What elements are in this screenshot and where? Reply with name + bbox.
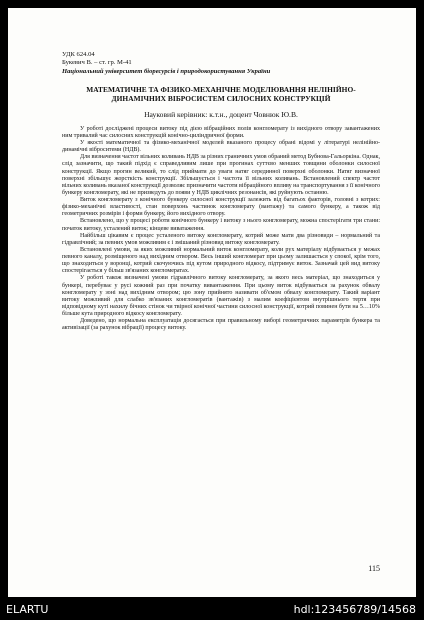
paragraph: Доведено, що нормальна експлуатація досягається при правильному виборі геометричних параметрів бункера та активізації (за рахунок вібрації) процесу витоку. [62, 318, 380, 332]
repository-footer [0, 600, 424, 620]
content-area [62, 51, 380, 332]
paragraph: У роботі також визначені умови гідравлічного витоку конгломерату, за якого весь матеріал, що знаходиться у бункері, перебуває у русі кожний раз при початку вивантаження. При цьому виток відбувається за рахунок обвалу конгломерату у зоні над вихідним отвором; цю зону прийнято називати об'ємом обвалу конгломерату. Такий варіант витоку можливий для слабко зв'язаних конгломератів (вантажів) з малим коефіцієнтом внутрішнього тертя при відповідному куті нахилу бічних стінок чи твірної конічної частини силосної конструкції, котрий повинен бути на 5…10% більше кута природного відкосу конгломерату. [62, 275, 380, 318]
handle-id: hdl:123456789/14568 [293, 603, 416, 616]
paragraph: У якості математичної та фізико-механічної моделей вказаного процесу обрані відомі у літературі нелінійно-динамічні віброситеми (НДВ). [62, 140, 380, 154]
paragraph: У роботі досліджені процеси витоку під дією вібраційних полів конгломерату із вихідного отвору завантажених ним тривалий час силосних конструкцій конічно-циліндричної форми. [62, 125, 380, 139]
udc-code: УДК 624.04 [62, 51, 95, 58]
affiliation: Національний університет біоресурсів і природокористування України [62, 67, 271, 75]
author-line: Букевич В. – ст. гр. М-41 [62, 59, 132, 67]
document-page [8, 8, 416, 597]
header-block [62, 51, 380, 76]
supervisor-line: Науковий керівник: к.т.н., доцент Човнюк Ю.В. [144, 109, 298, 119]
repository-name: ELARTU [6, 603, 49, 616]
page-number: 115 [368, 564, 380, 573]
paragraph: Встановлені умови, за яких можливий нормальний виток конгломерату, коли рух матеріалу відбувається у межах певного каналу, розміщеного над вихідним отвором. Весь інший конгломерат при цьому залишається у спокої, крім того, що знаходиться у воронці, котрий скочуючись під кутом природного відкосу, підтримує виток. Зазначай цей вид витоку спостерігається у більш зв'язаних конгломератах. [62, 246, 380, 275]
paper-title: МАТЕМАТИЧНЕ ТА ФІЗИКО-МЕХАНІЧНЕ МОДЕЛЮВАННЯ НЕЛІНІЙНО-ДИНАМІЧНИХ ВІБРОСИСТЕМ СИЛОСНИХ КОНСТРУКЦІЙ [86, 85, 356, 103]
paragraph: Виток конгломерату з конічного бункеру силосної конструкції залежить від багатьох факторів, головні з котрих: фізико-механічні властивості, стан поверхонь частинок конгломерату (вантажу) та самого бункеру, а також від геометричних розмірів і форми бункеру, його вихідного отвору. [62, 197, 380, 218]
paragraph: Найбільш цікавим є процес усталеного витоку конгломерату, котрий може мати два різновиди – нормальний та гідравлічний; за певних умов можливим є і змішаний різновид витоку конгломерату. [62, 232, 380, 246]
body-text [62, 126, 380, 333]
paragraph: Для визначення частот вільних коливань НДВ за різних граничних умов обраний метод Бубнова-Гальоркіна. Однак, слід зазначити, що такий підхід є справедливим лише при прогинах суттєво менших товщини оболонки силосної конструкції. Якщо прогин великий, то слід приймати до уваги натяг серединної поверхні оболонки. Натяг визначної поверхні збільшує жорсткість конструкції. Збільшується і частота її вільних коливань. Встановлений спектр частот вільних коливань вказаної конструкції дозволяє призначити частоти вібраційного впливу на транспортування з її конічного бункеру конгломерату, які не призведуть до появи у НДВ циклічних резонансів, які руйнують останню. [62, 154, 380, 196]
paragraph: Встановлено, що у процесі роботи конічного бункеру і витоку з нього конгломерату, можна спостерігати три стани: початок витоку, усталений виток; кінцеве виватаження. [62, 218, 380, 232]
